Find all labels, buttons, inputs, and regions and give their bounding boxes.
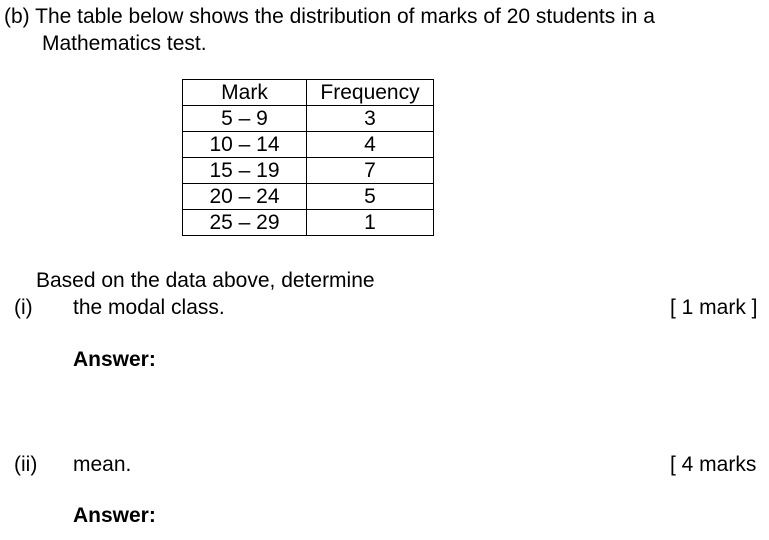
mark-cell: 10 – 14 (183, 132, 307, 158)
question-intro-line-2: Mathematics test. (42, 32, 207, 55)
frequency-cell: 7 (307, 158, 434, 184)
mark-cell: 5 – 9 (183, 106, 307, 132)
subquestion-i-number: (i) (14, 296, 33, 319)
mark-cell: 20 – 24 (183, 184, 307, 210)
subquestion-ii-answer-label: Answer: (73, 504, 156, 527)
mark-cell: 15 – 19 (183, 158, 307, 184)
table-header-row (183, 80, 434, 106)
instruction-prompt: Based on the data above, determine (36, 269, 375, 292)
frequency-cell: 1 (307, 210, 434, 236)
frequency-cell: 3 (307, 106, 434, 132)
marks-frequency-table (182, 79, 434, 236)
frequency-cell: 5 (307, 184, 434, 210)
table-row (183, 158, 434, 184)
table-row (183, 184, 434, 210)
table-row (183, 210, 434, 236)
frequency-cell: 4 (307, 132, 434, 158)
subquestion-ii-text: mean. (73, 453, 132, 476)
subquestion-ii-number: (ii) (14, 453, 38, 476)
column-header-frequency: Frequency (307, 80, 434, 106)
column-header-mark: Mark (183, 80, 307, 106)
table-row (183, 132, 434, 158)
subquestion-i-marks: [ 1 mark ] (670, 296, 758, 319)
table-row (183, 106, 434, 132)
subquestion-i-answer-label: Answer: (73, 348, 156, 371)
mark-cell: 25 – 29 (183, 210, 307, 236)
subquestion-ii-marks: [ 4 marks (670, 453, 757, 476)
subquestion-i-text: the modal class. (73, 296, 225, 319)
question-intro-line-1: (b) The table below shows the distribution of marks of 20 students in a (4, 5, 655, 28)
